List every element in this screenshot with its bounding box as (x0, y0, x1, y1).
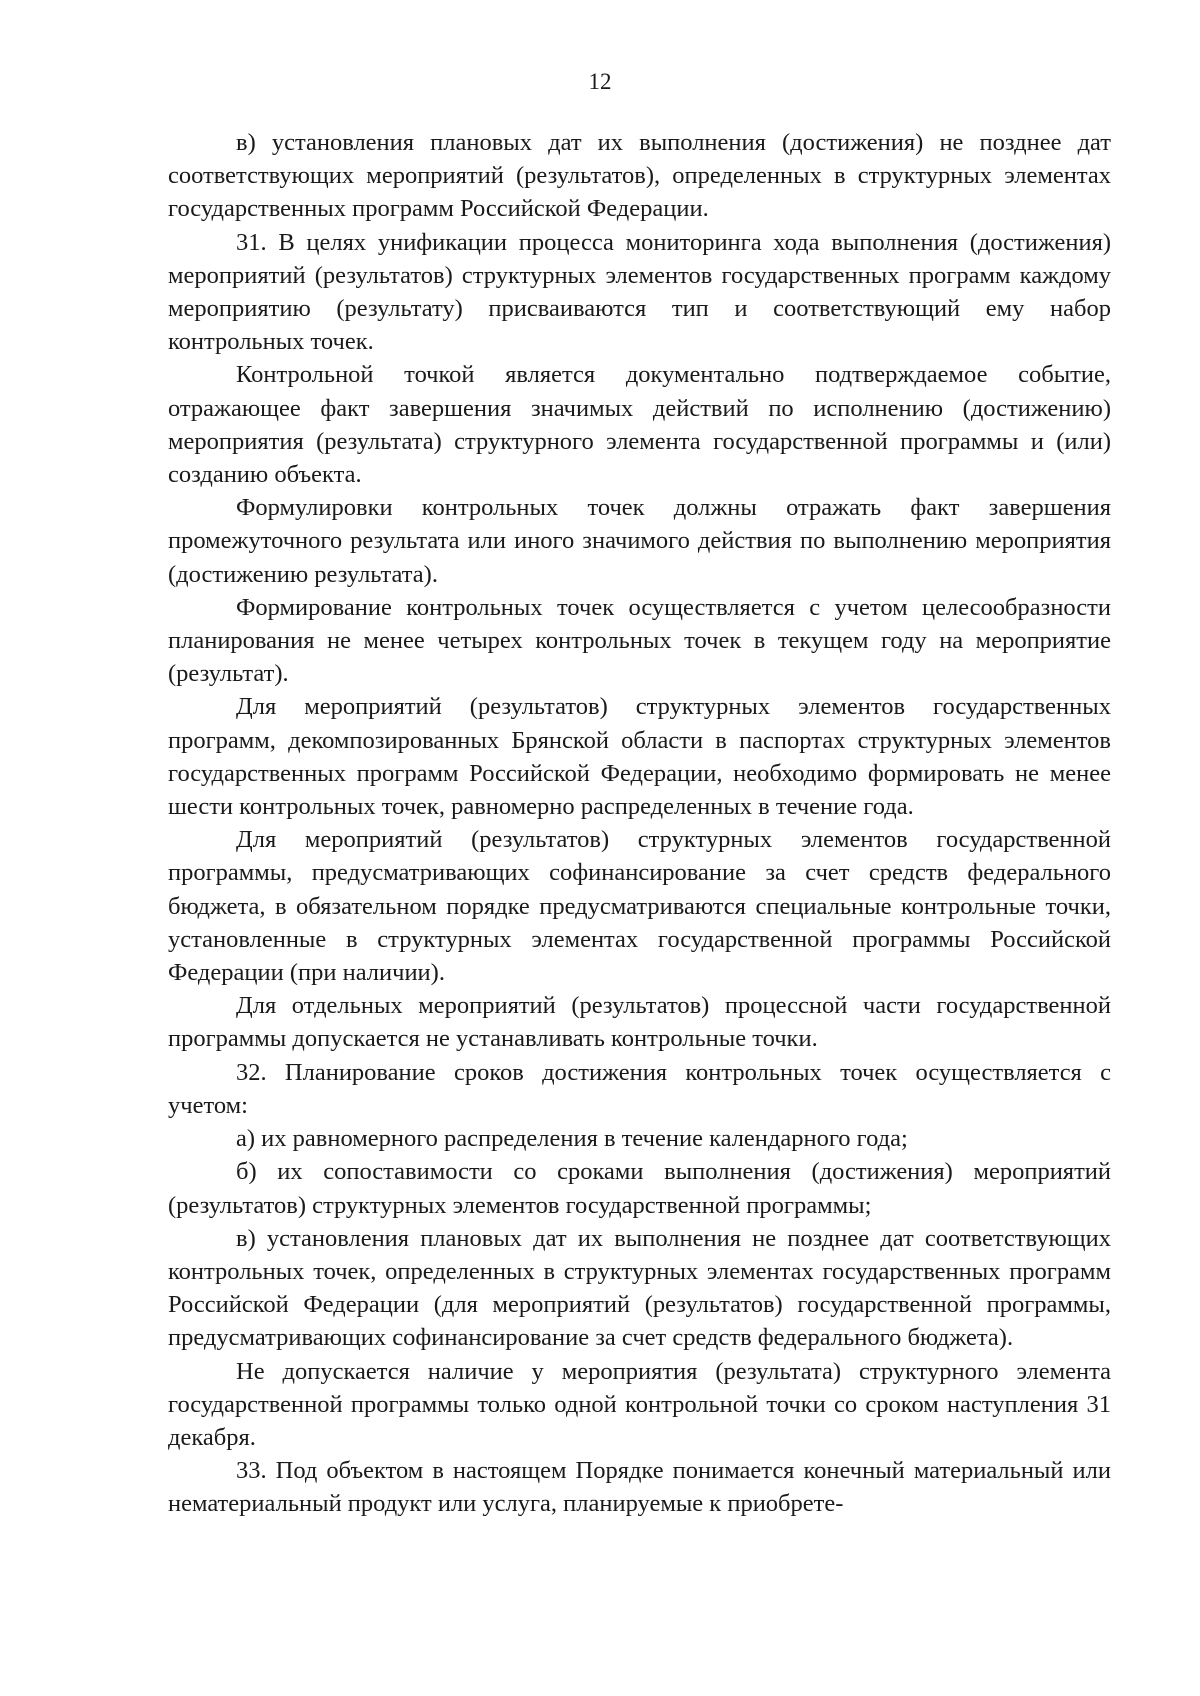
paragraph-single-control-point: Не допускается наличие у мероприятия (результата) структурного элемента государственной программы только одной контрольной точки со сроком наступления 31 декабря. (168, 1357, 1111, 1451)
paragraph-32-v: в) установления плановых дат их выполнения не позднее дат соответствующих контрольных точек, определенных в структурных элементах государственных программ Российской Федерации (для мероприятий (результатов) государственной программы, предусматривающих софинансирование за счет средств федерального бюджета). (168, 1224, 1111, 1352)
paragraph-32-b: б) их сопоставимости со сроками выполнения (достижения) мероприятий (результатов) структурных элементов государственной программы; (168, 1158, 1111, 1219)
paragraph-cofinancing: Для мероприятий (результатов) структурных элементов государственной программы, предусматривающих софинансирование за счет средств федерального бюджета, в обязательном порядке предусматриваются специальные контрольные точки, установленные в структурных элементах государственной программы Российской Федерации (при наличии). (168, 826, 1111, 987)
paragraph-31: 31. В целях унификации процесса мониторинга хода выполнения (достижения) мероприятий (результатов) структурных элементов государственных программ каждому мероприятию (результату) присваиваются тип и соответствующий ему набор контрольных точек. (168, 228, 1111, 356)
paragraph-control-point-forming: Формирование контрольных точек осуществляется с учетом целесообразности планирования не менее четырех контрольных точек в текущем году на мероприятие (результат). (168, 593, 1111, 688)
paragraph-32: 32. Планирование сроков достижения контрольных точек осуществляется с учетом: (168, 1058, 1111, 1119)
page-number: 12 (588, 69, 612, 94)
document-body (168, 126, 1111, 1521)
paragraph-control-point-definition: Контрольной точкой является документально подтверждаемое событие, отражающее факт завершения значимых действий по исполнению (достижению) мероприятия (результата) структурного элемента государственной программы и (или) созданию объекта. (168, 361, 1111, 489)
paragraph-control-point-wording: Формулировки контрольных точек должны отражать факт завершения промежуточного результата или иного значимого действия по выполнению мероприятия (достижению результата). (168, 494, 1111, 588)
paragraph-32-a: а) их равномерного распределения в течение календарного года; (236, 1125, 908, 1153)
paragraph-decomposed-programs: Для мероприятий (результатов) структурных элементов государственных программ, декомпозированных Брянской области в паспортах структурных элементов государственных программ Российской Федерации, необходимо формировать не менее шести контрольных точек, равномерно распределенных в течение года. (168, 693, 1111, 821)
paragraph-33: 33. Под объектом в настоящем Порядке понимается конечный материальный или нематериальный продукт или услуга, планируемые к приобрете- (168, 1457, 1111, 1518)
paragraph-process-part: Для отдельных мероприятий (результатов) процессной части государственной программы допускается не устанавливать контрольные точки. (168, 992, 1111, 1053)
paragraph-item-v-dates: в) установления плановых дат их выполнения (достижения) не позднее дат соответствующих мероприятий (результатов), определенных в структурных элементах государственных программ Российской Федерации. (168, 129, 1111, 223)
